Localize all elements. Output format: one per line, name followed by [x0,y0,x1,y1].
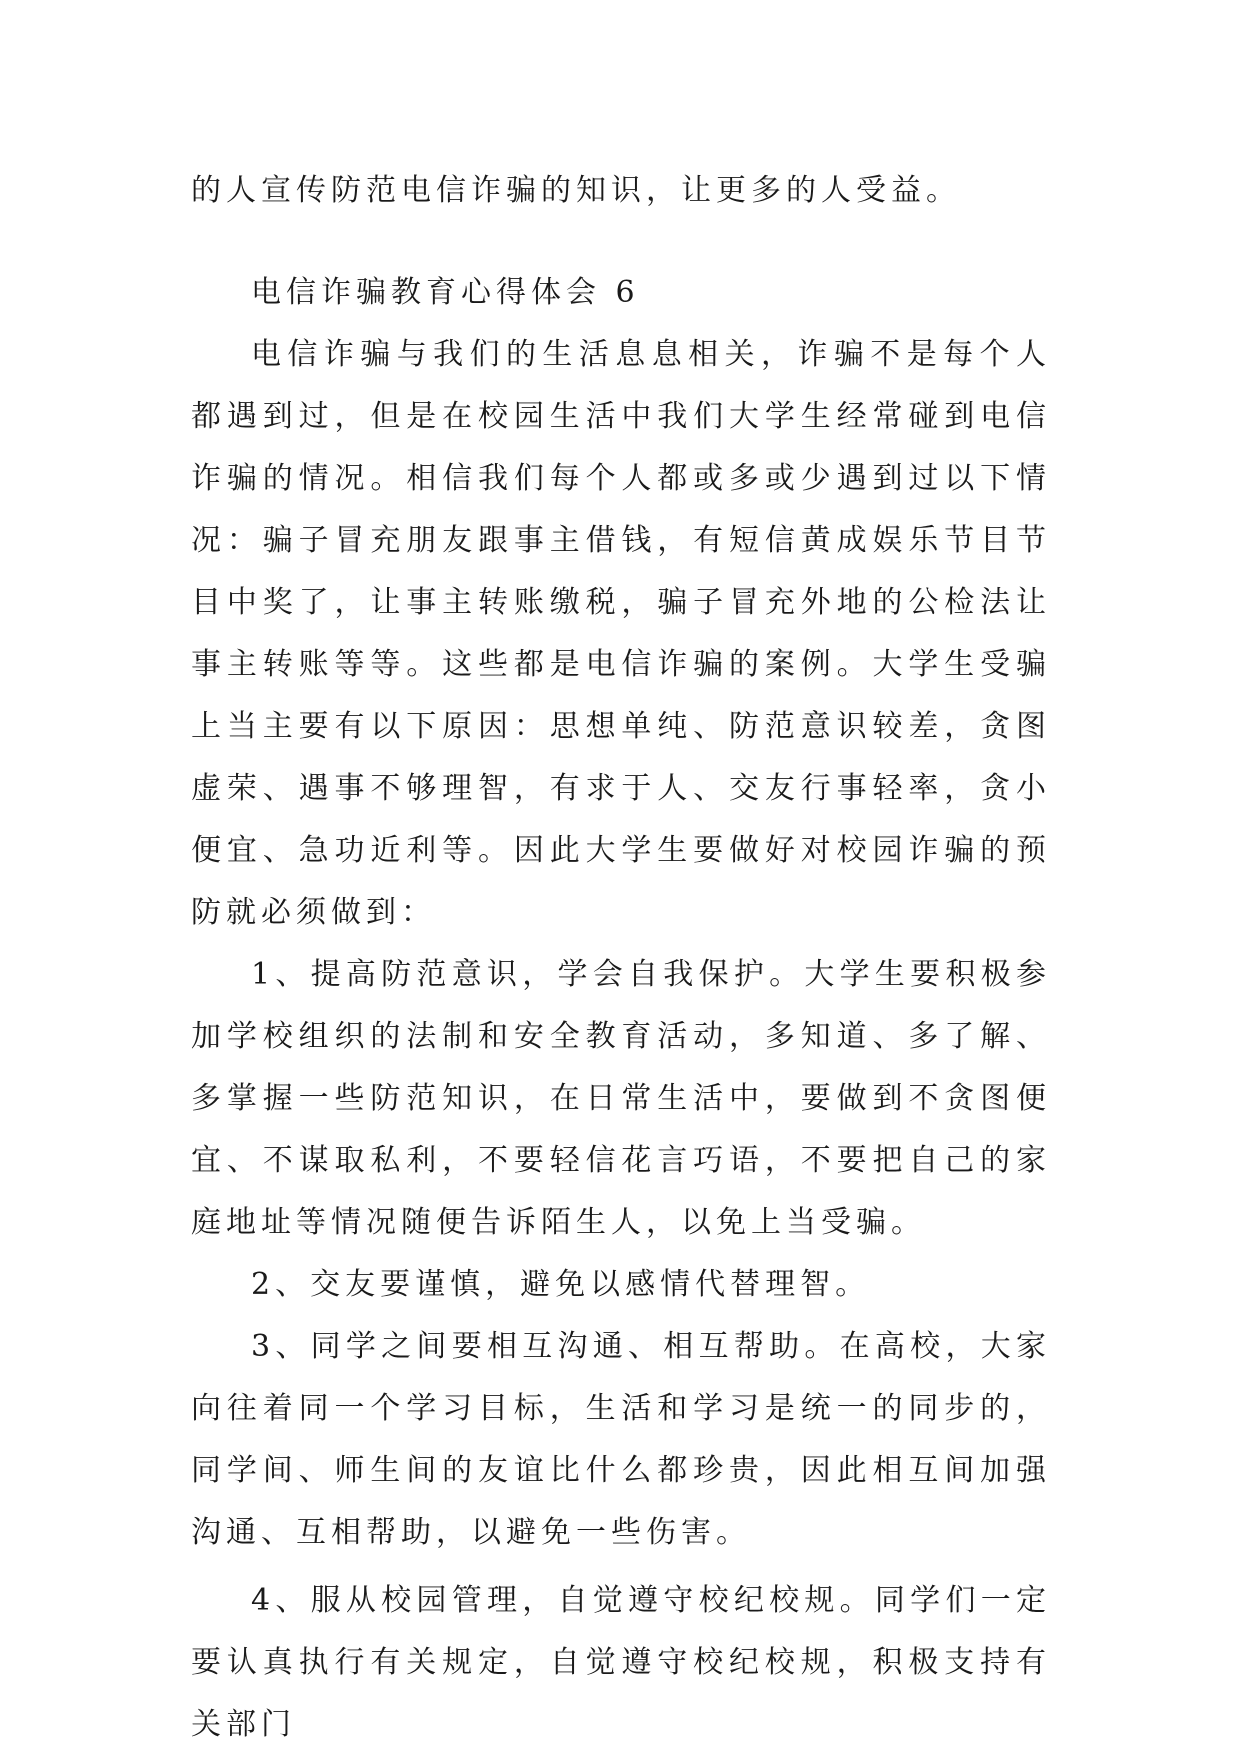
continuation-paragraph: 的人宣传防范电信诈骗的知识，让更多的人受益。 [191,173,961,208]
document-body [191,160,1051,1756]
list-item-2: 2、交友要谨慎，避免以感情代替理智。 [251,1267,871,1302]
list-item-1: 1、提高防范意识，学会自我保护。大学生要积极参加学校组织的法制和安全教育活动，多知道、多了解、多掌握一些防范知识，在日常生活中，要做到不贪图便宜、不谋取私利，不要轻信花言巧语，不要把自己的家庭地址等情况随便告诉陌生人，以免上当受骗。 [191,957,1051,1240]
body-paragraph: 电信诈骗与我们的生活息息相关，诈骗不是每个人都遇到过，但是在校园生活中我们大学生经常碰到电信诈骗的情况。相信我们每个人都或多或少遇到过以下情况：骗子冒充朋友跟事主借钱，有短信黄成娱乐节目节目中奖了，让事主转账缴税，骗子冒充外地的公检法让事主转账等等。这些都是电信诈骗的案例。大学生受骗上当主要有以下原因：思想单纯、防范意识较差，贪图虚荣、遇事不够理智，有求于人、交友行事轻率，贪小便宜、急功近利等。因此大学生要做好对校园诈骗的预防就必须做到： [191,337,1051,930]
list-item-4: 4、服从校园管理，自觉遵守校纪校规。同学们一定要认真执行有关规定，自觉遵守校纪校规，积极支持有关部门 [191,1583,1051,1742]
section-heading: 电信诈骗教育心得体会 6 [251,275,640,310]
list-item-3: 3、同学之间要相互沟通、相互帮助。在高校，大家向往着同一个学习目标，生活和学习是统一的同步的，同学间、师生间的友谊比什么都珍贵，因此相互间加强沟通、互相帮助，以避免一些伤害。 [191,1329,1051,1550]
